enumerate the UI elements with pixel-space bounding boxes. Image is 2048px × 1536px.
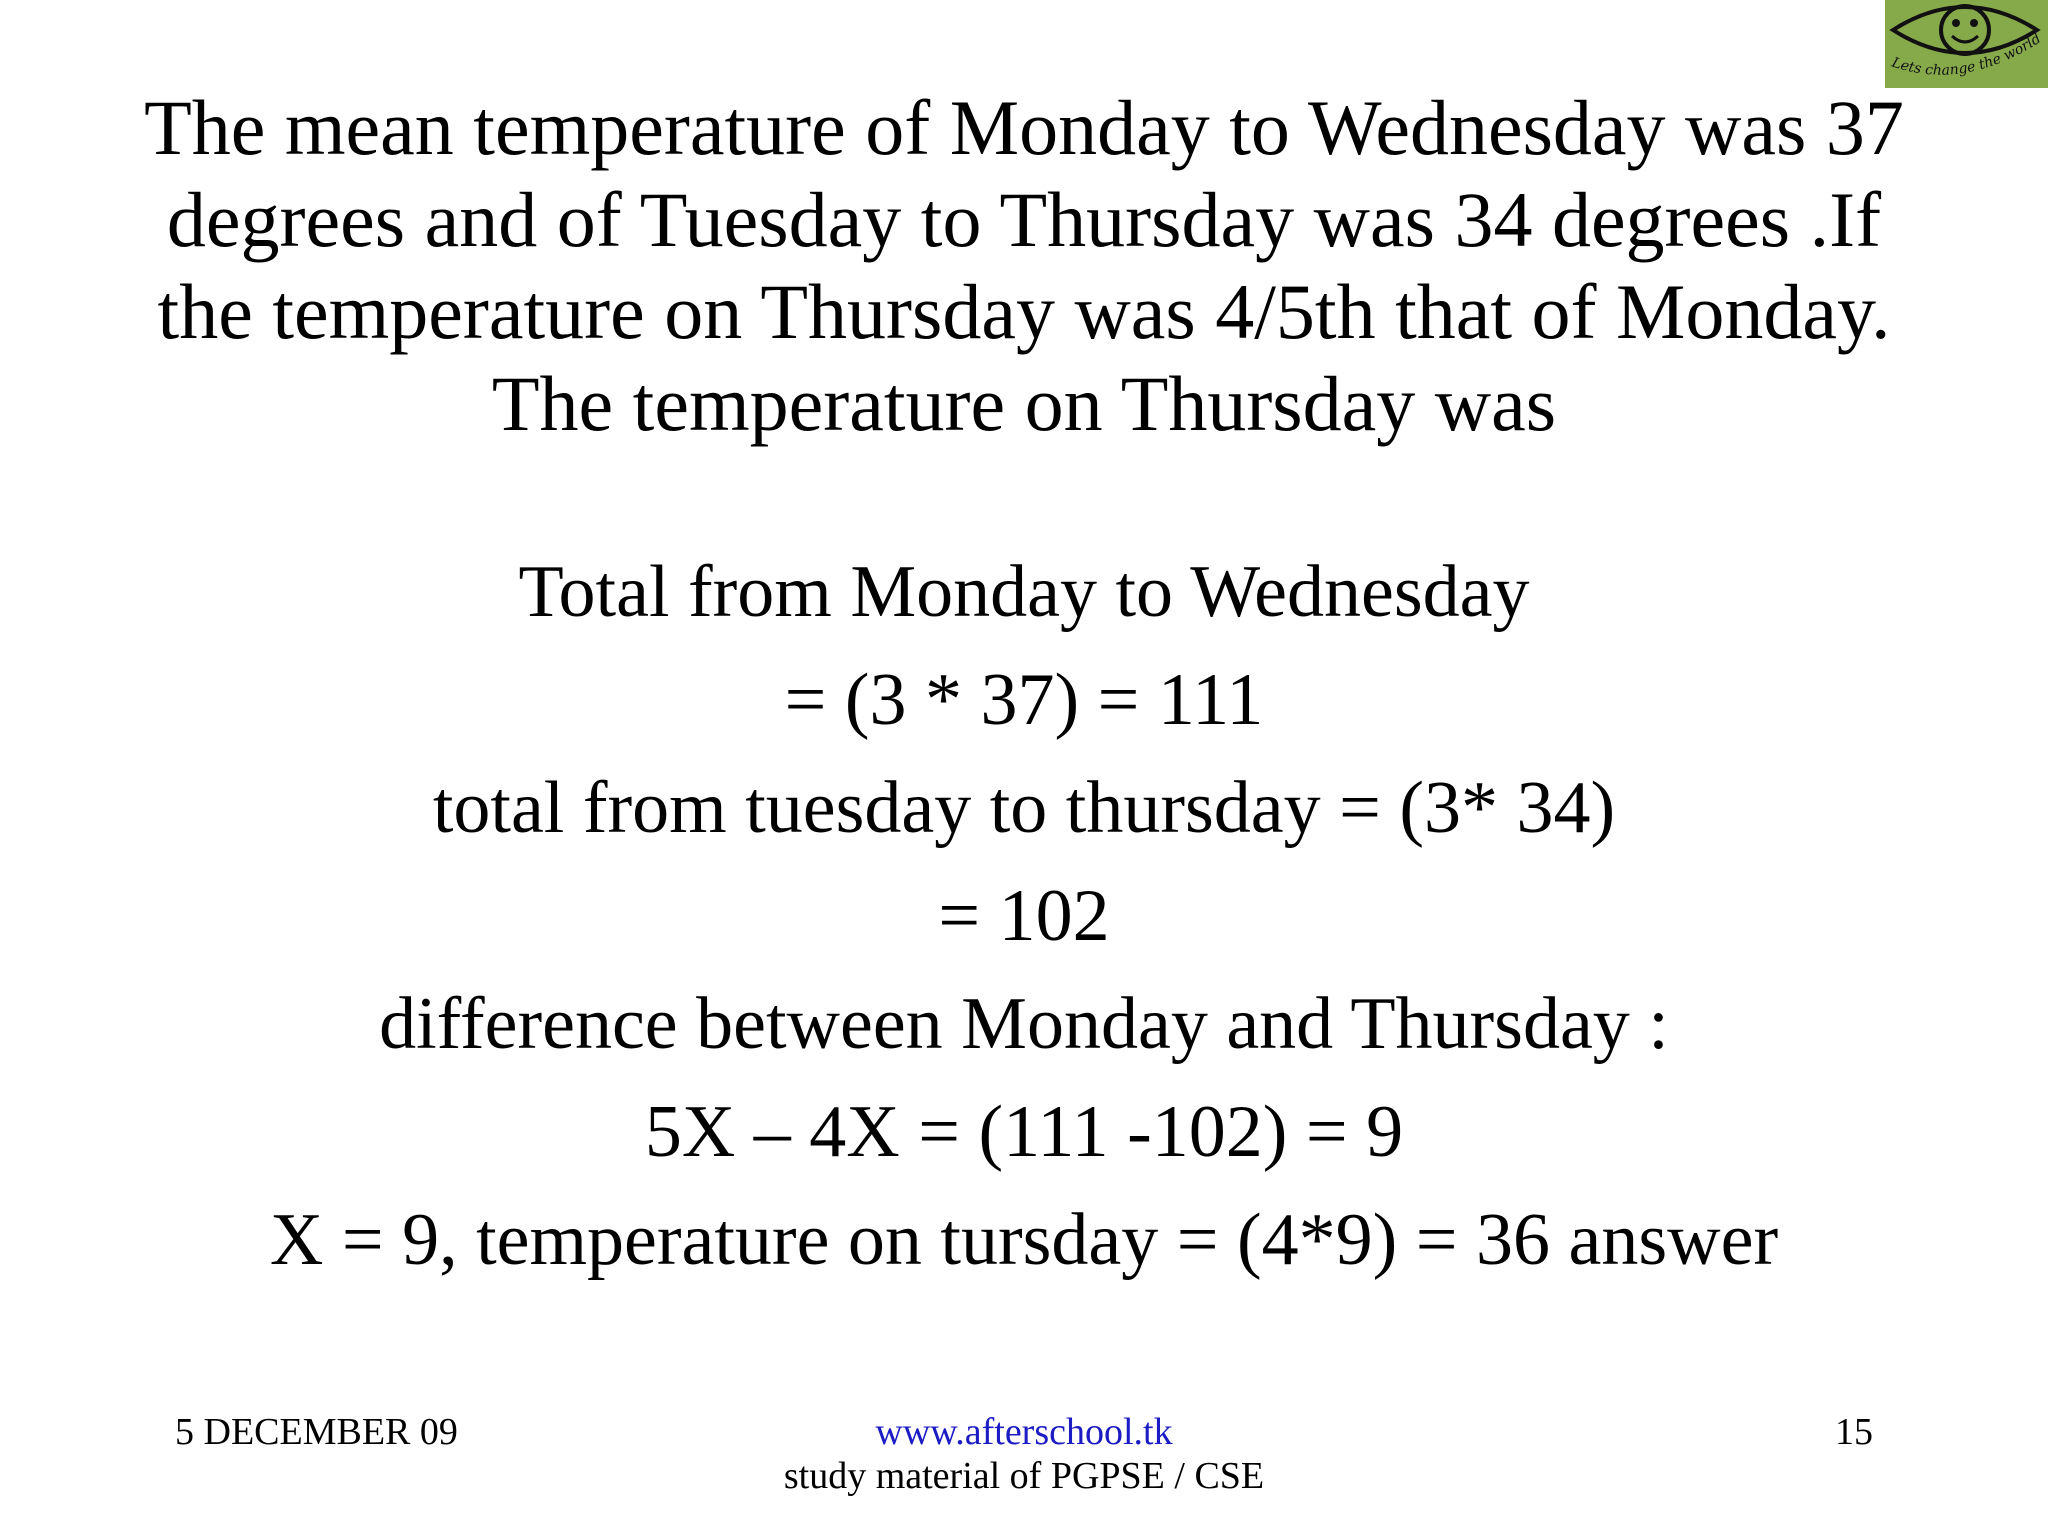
solution-line: = (3 * 37) = 111 <box>784 659 1264 741</box>
footer-date: 5 DECEMBER 09 <box>175 1411 458 1453</box>
solution-line: = 102 <box>938 875 1110 957</box>
smiley-eye-logo-icon <box>1885 0 2048 88</box>
page-number: 15 <box>1835 1411 1873 1453</box>
solution-line: X = 9, temperature on tursday = (4*9) = 36 answer <box>269 1199 1779 1281</box>
solution-line: total from tuesday to thursday = (3* 34) <box>432 767 1616 849</box>
solution-line: 5X – 4X = (111 -102) = 9 <box>644 1091 1404 1173</box>
website-link[interactable]: www.afterschool.tk <box>875 1411 1173 1453</box>
footer-subtitle: study material of PGPSE / CSE <box>783 1455 1265 1497</box>
question-text: The mean temperature of Monday to Wednesday was 37 degrees and of Tuesday to Thursday was 34 degrees .If the temperature on Thursday was 4/5th that of Monday. The temperature on Thursday was <box>144 84 1904 447</box>
logo-tagline: Lets change the world <box>1889 30 2044 79</box>
solution-steps <box>120 538 1928 1294</box>
footer-center <box>600 1410 1448 1498</box>
solution-line: Total from Monday to Wednesday <box>518 551 1530 633</box>
logo <box>1885 0 2048 88</box>
solution-line: difference between Monday and Thursday : <box>379 983 1669 1065</box>
